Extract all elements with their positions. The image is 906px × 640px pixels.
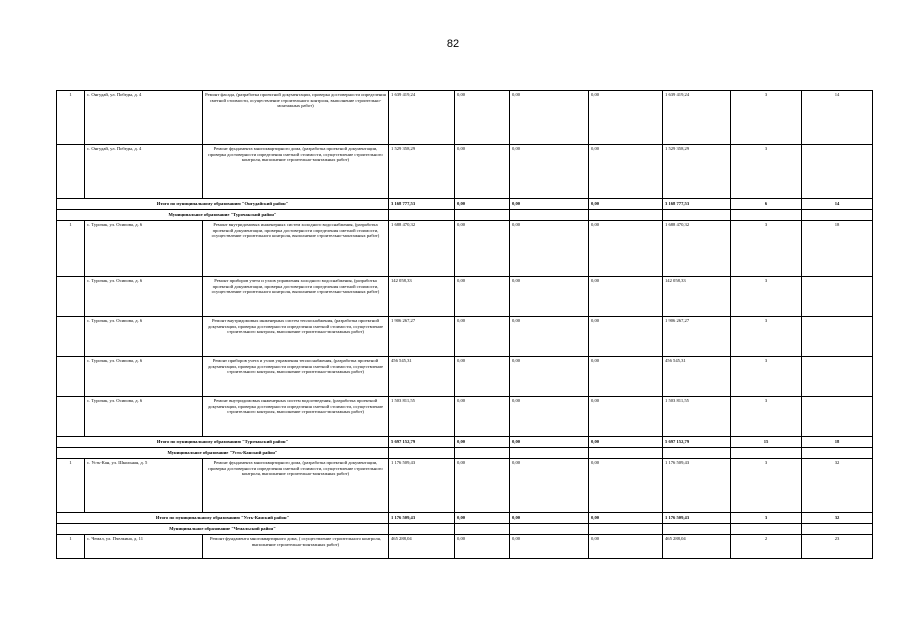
table-row: [57, 535, 873, 559]
funds-cell-2: 0,00: [510, 397, 589, 437]
row-number-cell: 1: [57, 459, 85, 513]
total-cost-cell: 465 288,04: [389, 535, 455, 559]
subtotal-count: 3: [731, 513, 802, 524]
table-row: [57, 317, 873, 357]
empty-cell: [389, 524, 455, 535]
subtotal-houses: 14: [802, 199, 873, 210]
municipality-label: Муниципальное образование "Турочакский район": [57, 210, 389, 221]
subtotal-funds-2: 0,00: [510, 513, 589, 524]
funds-cell-3: 0,00: [589, 145, 663, 199]
empty-cell: [731, 524, 802, 535]
funds-cell-4: 1 503 811,55: [663, 397, 731, 437]
subtotal-funds-3: 0,00: [589, 199, 663, 210]
table-row: [57, 357, 873, 397]
count-cell: 3: [731, 277, 802, 317]
subtotal-cost-cell: 1 176 509,43: [389, 513, 455, 524]
subtotal-label: Итого по муниципальному образованию "Усть-Канский район": [57, 513, 389, 524]
funds-cell-1: 0,00: [455, 357, 510, 397]
funds-cell-4: 1 688 470,32: [663, 221, 731, 277]
total-cost-cell: 1 529 358,29: [389, 145, 455, 199]
funds-cell-3: 0,00: [589, 459, 663, 513]
total-cost-cell: 1 503 811,55: [389, 397, 455, 437]
houses-cell: 18: [802, 221, 873, 277]
address-cell: с. Онгудай, ул. Победы, д. 4: [85, 145, 203, 199]
empty-cell: [589, 524, 663, 535]
empty-cell: [389, 448, 455, 459]
funds-cell-2: 0,00: [510, 535, 589, 559]
subtotal-houses: 18: [802, 437, 873, 448]
subtotal-count: 6: [731, 199, 802, 210]
work-description-cell: Ремонт фундамента многоквартирного дома, ( осуществление строительного контроля, выполнение строительно-монтажных работ): [203, 535, 389, 559]
subtotal-funds-4: 1 176 509,43: [663, 513, 731, 524]
subtotal-houses: 32: [802, 513, 873, 524]
empty-cell: [455, 524, 510, 535]
funds-cell-2: 0,00: [510, 317, 589, 357]
row-number-cell: 1: [57, 221, 85, 277]
funds-cell-3: 0,00: [589, 317, 663, 357]
address-cell: с. Турочак, ул. Осипова, д. 6: [85, 221, 203, 277]
funds-cell-4: 1 176 509,43: [663, 459, 731, 513]
funds-cell-2: 0,00: [510, 459, 589, 513]
funds-cell-3: 0,00: [589, 277, 663, 317]
subtotal-funds-4: 3 168 777,53: [663, 199, 731, 210]
empty-cell: [731, 448, 802, 459]
empty-cell: [731, 210, 802, 221]
funds-cell-1: 0,00: [455, 535, 510, 559]
funds-cell-1: 0,00: [455, 145, 510, 199]
subtotal-funds-3: 0,00: [589, 437, 663, 448]
empty-cell: [455, 210, 510, 221]
count-cell: 3: [731, 145, 802, 199]
work-description-cell: Ремонт фасада, (разработка проектной документации, проверка достоверности определения сметной стоимости, осуществление строительного контроля, выполнение строительно-монтажных работ): [203, 91, 389, 145]
table-row: [57, 277, 873, 317]
funds-cell-4: 142 058,33: [663, 277, 731, 317]
funds-cell-4: 1 639 419,24: [663, 91, 731, 145]
subtotal-funds-3: 0,00: [589, 513, 663, 524]
count-cell: 2: [731, 535, 802, 559]
total-cost-cell: 1 688 470,32: [389, 221, 455, 277]
address-cell: с. Онгудай, ул. Победы, д. 4: [85, 91, 203, 145]
table-row: [57, 459, 873, 513]
empty-cell: [455, 448, 510, 459]
work-description-cell: Ремонт фундамента многоквартирного дома, (разработка проектной документации, проверка достоверности определения сметной стоимости, осуществление строительного контроля, выполнение строительно-монтажных работ): [203, 145, 389, 199]
empty-cell: [663, 524, 731, 535]
municipality-label: Муниципальное образование "Чемальский район": [57, 524, 389, 535]
funds-cell-3: 0,00: [589, 221, 663, 277]
empty-cell: [510, 210, 589, 221]
work-description-cell: Ремонт внутридомовых инженерных систем водоотведения, (разработка проектной документации, проверка достоверности определения сметной стоимости, осуществление строительного контроля, выполнение строительно-монтажных работ): [203, 397, 389, 437]
houses-cell: 14: [802, 91, 873, 145]
address-cell: с. Усть-Кан, ул. Школьная, д. 5: [85, 459, 203, 513]
row-number-cell: [57, 317, 85, 357]
address-cell: с. Чемал, ул. Пчелкина, д. 11: [85, 535, 203, 559]
funds-cell-4: 465 288,04: [663, 535, 731, 559]
total-cost-cell: 142 058,33: [389, 277, 455, 317]
empty-cell: [389, 210, 455, 221]
funds-cell-3: 0,00: [589, 397, 663, 437]
houses-cell: [802, 145, 873, 199]
total-cost-cell: 1 639 419,24: [389, 91, 455, 145]
houses-cell: [802, 317, 873, 357]
table-row: [57, 221, 873, 277]
empty-cell: [802, 448, 873, 459]
funds-cell-1: 0,00: [455, 459, 510, 513]
houses-cell: [802, 357, 873, 397]
empty-cell: [802, 210, 873, 221]
funds-cell-3: 0,00: [589, 357, 663, 397]
empty-cell: [589, 448, 663, 459]
row-number-cell: 1: [57, 535, 85, 559]
funds-cell-2: 0,00: [510, 277, 589, 317]
empty-cell: [510, 448, 589, 459]
subtotal-label: Итого по муниципальному образованию "Турочакский район": [57, 437, 389, 448]
funds-cell-2: 0,00: [510, 221, 589, 277]
row-number-cell: [57, 277, 85, 317]
empty-cell: [663, 448, 731, 459]
address-cell: с. Турочак, ул. Осипова, д. 6: [85, 317, 203, 357]
subtotal-funds-2: 0,00: [510, 437, 589, 448]
page-number: 82: [446, 38, 460, 50]
funds-cell-1: 0,00: [455, 91, 510, 145]
subtotal-row: [57, 513, 873, 524]
funds-cell-1: 0,00: [455, 397, 510, 437]
municipality-header-row: [57, 524, 873, 535]
subtotal-label: Итого по муниципальному образованию "Онгудайский район": [57, 199, 389, 210]
work-description-cell: Ремонт приборов учета и узлов управления холодного водоснабжения, (разработка проектной документации, проверка достоверности определения сметной стоимости, осуществление строительного контроля, выполнение строительно-монтажных работ): [203, 277, 389, 317]
count-cell: 3: [731, 317, 802, 357]
work-description-cell: Ремонт приборов учета и узлов управления теплоснабжения, (разработка проектной документации, проверка достоверности определения сметной стоимости, осуществление строительного контроля, выполнение строительно-монтажных работ): [203, 357, 389, 397]
total-cost-cell: 456 545,31: [389, 357, 455, 397]
row-number-cell: [57, 145, 85, 199]
empty-cell: [589, 210, 663, 221]
empty-cell: [510, 524, 589, 535]
municipality-label: Муниципальное образование "Усть-Канский район": [57, 448, 389, 459]
funds-cell-4: 1 906 267,27: [663, 317, 731, 357]
row-number-cell: [57, 397, 85, 437]
address-cell: с. Турочак, ул. Осипова, д. 6: [85, 357, 203, 397]
table-row: [57, 91, 873, 145]
municipality-header-row: [57, 210, 873, 221]
address-cell: с. Турочак, ул. Осипова, д. 6: [85, 397, 203, 437]
funds-cell-1: 0,00: [455, 277, 510, 317]
subtotal-cost-cell: 5 697 152,79: [389, 437, 455, 448]
funds-cell-1: 0,00: [455, 221, 510, 277]
funds-cell-2: 0,00: [510, 357, 589, 397]
row-number-cell: [57, 357, 85, 397]
address-cell: с. Турочак, ул. Осипова, д. 6: [85, 277, 203, 317]
houses-cell: [802, 397, 873, 437]
funds-cell-3: 0,00: [589, 535, 663, 559]
count-cell: 3: [731, 91, 802, 145]
municipality-header-row: [57, 448, 873, 459]
subtotal-funds-1: 0,00: [455, 437, 510, 448]
funds-cell-2: 0,00: [510, 91, 589, 145]
subtotal-funds-1: 0,00: [455, 199, 510, 210]
empty-cell: [663, 210, 731, 221]
count-cell: 3: [731, 221, 802, 277]
funds-cell-3: 0,00: [589, 91, 663, 145]
count-cell: 3: [731, 459, 802, 513]
capital-repair-table: [56, 90, 873, 559]
table-row: [57, 397, 873, 437]
funds-cell-2: 0,00: [510, 145, 589, 199]
subtotal-row: [57, 199, 873, 210]
table-row: [57, 145, 873, 199]
funds-cell-1: 0,00: [455, 317, 510, 357]
count-cell: 3: [731, 397, 802, 437]
funds-cell-4: 1 529 358,29: [663, 145, 731, 199]
empty-cell: [802, 524, 873, 535]
work-description-cell: Ремонт внутридомовых инженерных систем теплоснабжения, (разработка проектной документации, проверка достоверности определения сметной стоимости, осуществление строительного контроля, выполнение строительно-монтажных работ): [203, 317, 389, 357]
row-number-cell: 1: [57, 91, 85, 145]
subtotal-row: [57, 437, 873, 448]
total-cost-cell: 1 176 509,43: [389, 459, 455, 513]
work-description-cell: Ремонт фундамента многоквартирного дома, (разработка проектной документации, проверка достоверности определения сметной стоимости, осуществление строительного контроля, выполнение строительно-монтажных работ): [203, 459, 389, 513]
subtotal-cost-cell: 3 168 777,53: [389, 199, 455, 210]
houses-cell: 32: [802, 459, 873, 513]
houses-cell: [802, 277, 873, 317]
funds-cell-4: 456 545,31: [663, 357, 731, 397]
subtotal-funds-2: 0,00: [510, 199, 589, 210]
subtotal-count: 15: [731, 437, 802, 448]
count-cell: 3: [731, 357, 802, 397]
work-description-cell: Ремонт внутридомовых инженерных систем холодного водоснабжения, (разработка проектной документации, проверка достоверности определения сметной стоимости, осуществление строительного контроля, выполнение строительно-монтажных работ): [203, 221, 389, 277]
subtotal-funds-4: 5 697 152,79: [663, 437, 731, 448]
houses-cell: 23: [802, 535, 873, 559]
total-cost-cell: 1 906 267,27: [389, 317, 455, 357]
subtotal-funds-1: 0,00: [455, 513, 510, 524]
